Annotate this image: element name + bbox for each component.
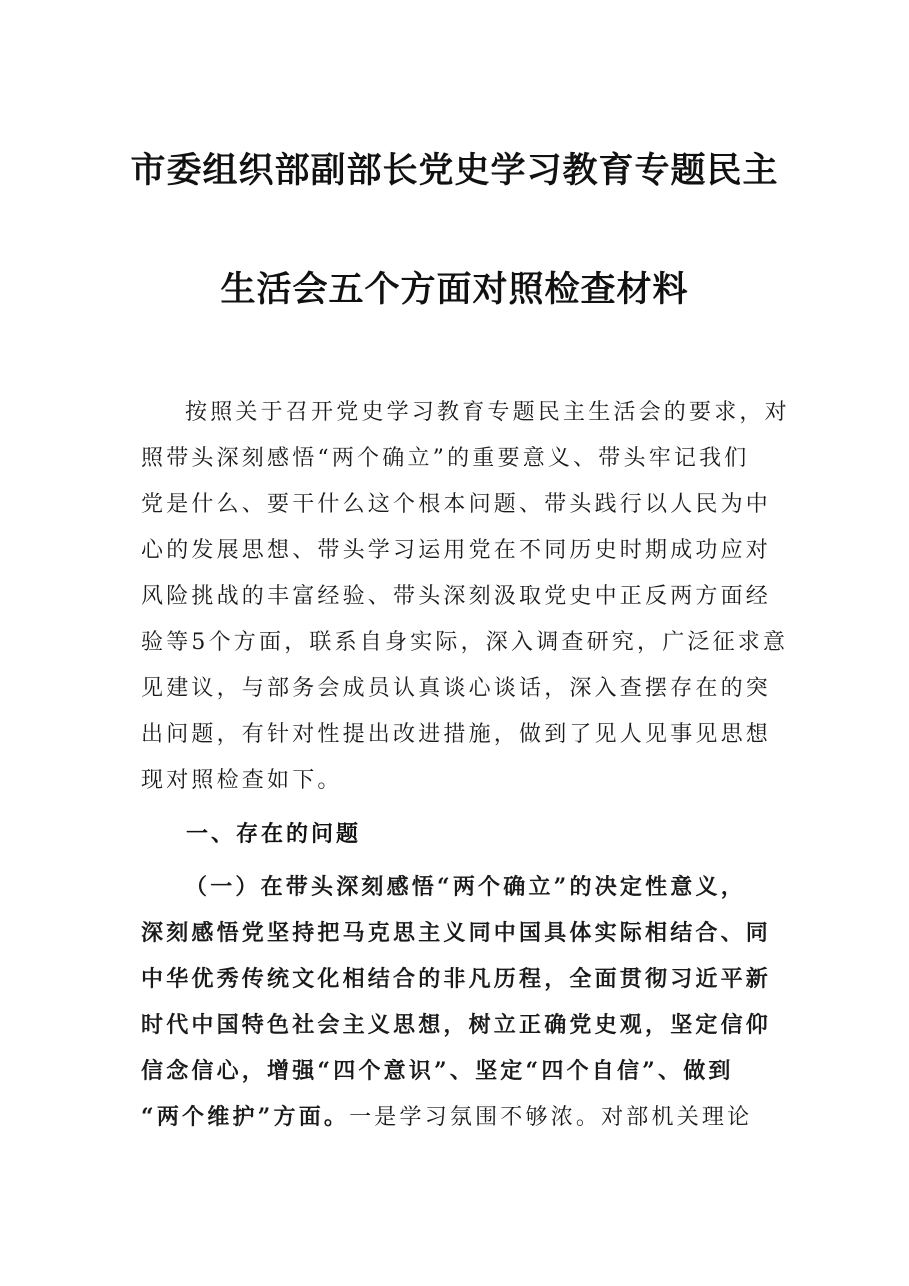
subsection-line: （一）在带头深刻感悟“两个确立”的决定性意义，: [185, 874, 746, 900]
intro-line: 验等5个方面，联系自身实际，深入调查研究，广泛征求意: [141, 630, 789, 655]
intro-line: 出问题，有针对性提出改进措施，做到了见人见事见思想: [141, 722, 772, 747]
intro-line: 风险挑战的丰富经验、带头深刻汲取党史中正反两方面经: [141, 584, 772, 609]
intro-line: 按照关于召开党史学习教育专题民主生活会的要求，对: [185, 400, 790, 425]
intro-line: 照带头深刻感悟“两个确立”的重要意义、带头牢记我们: [141, 446, 750, 471]
intro-line: 心的发展思想、带头学习运用党在不同历史时期成功应对: [141, 538, 772, 563]
intro-line: 现对照检查如下。: [141, 768, 343, 793]
subsection-line: 时代中国特色社会主义思想，树立正确党史观，坚定信仰: [141, 1012, 772, 1038]
document-title-line-1: 市委组织部副部长党史学习教育专题民主: [130, 150, 779, 191]
intro-line: 党是什么、要干什么这个根本问题、带头践行以人民为中: [141, 492, 772, 517]
section-heading: 一、存在的问题: [186, 822, 362, 847]
subsection-line: 深刻感悟党坚持把马克思主义同中国具体实际相结合、同: [141, 920, 772, 946]
intro-line: 见建议，与部务会成员认真谈心谈话，深入查摆存在的突: [141, 676, 772, 701]
subsection-line-normal-part: 一是学习氛围不够浓。对部机关理论: [349, 1105, 753, 1130]
subsection-last-line: [141, 1094, 773, 1141]
subsection-line-bold-part: “两个维护”方面。: [141, 1104, 350, 1130]
subsection-line: 信念信心，增强“四个意识”、坚定“四个自信”、做到: [141, 1058, 734, 1084]
document-title-line-2: 生活会五个方面对照检查材料: [220, 269, 689, 310]
subsection-line: 中华优秀传统文化相结合的非凡历程，全面贯彻习近平新: [141, 966, 772, 992]
